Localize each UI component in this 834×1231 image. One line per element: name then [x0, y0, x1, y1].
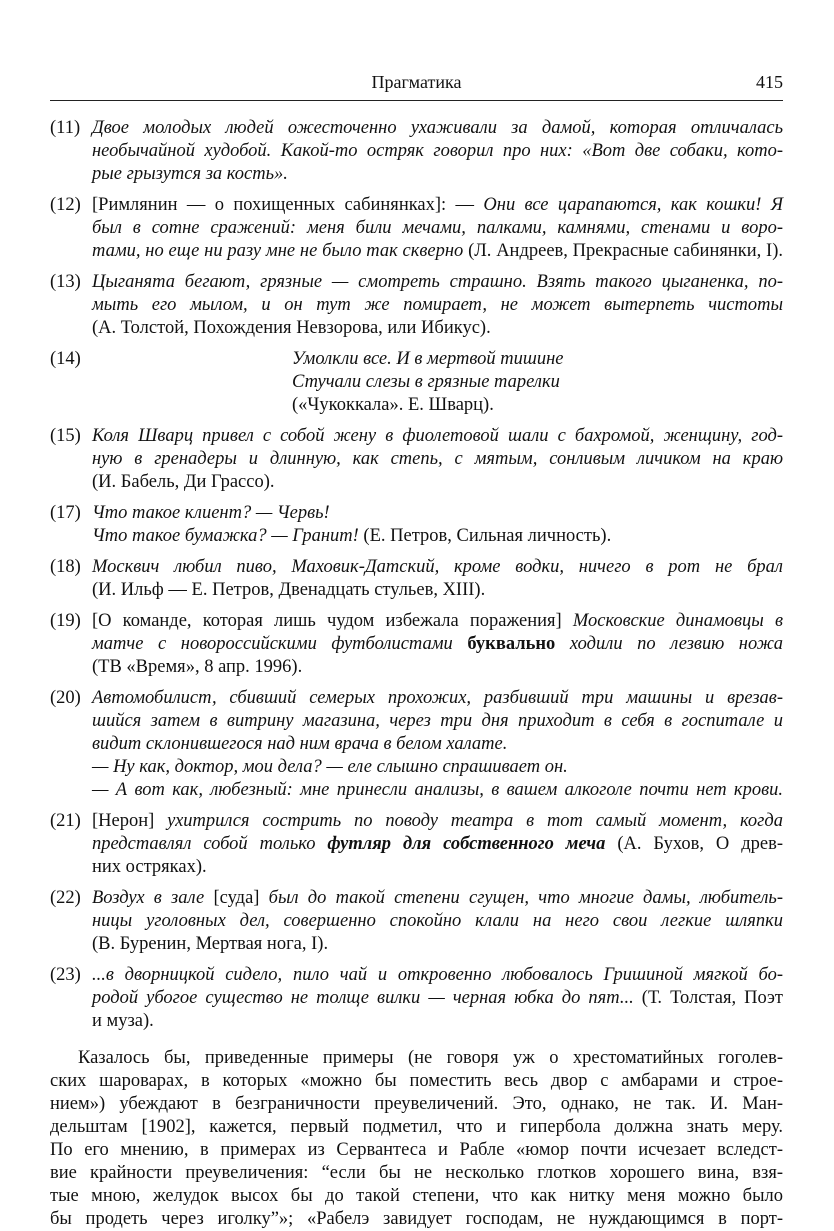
- text-line: [92, 964, 783, 987]
- example-item: [50, 964, 783, 1033]
- text-line: [92, 525, 783, 548]
- example-text: ницы уголовных дел, совершенно спокойно клали на него свои легкие шляпки: [92, 911, 783, 931]
- example-number: (14): [50, 349, 81, 369]
- source-text: и муза).: [92, 1011, 154, 1031]
- example-number: (19): [50, 611, 81, 631]
- source-text: (А. Толстой, Похождения Невзорова, или Ибикус).: [92, 318, 491, 338]
- example-text: Автомобилист, сбивший семерых прохожих, разбивший три машины и врезав-: [92, 688, 783, 708]
- example-item: [50, 610, 783, 679]
- text-line: [92, 987, 783, 1010]
- example-item: [50, 194, 783, 263]
- text-line: бы продеть через иголку”»; «Рабелэ завидует господам, не нуждающимся в порт-: [50, 1209, 783, 1229]
- example-item: [50, 810, 783, 879]
- text-line: [92, 502, 783, 525]
- page-body: [50, 117, 783, 1231]
- text-line: [92, 348, 783, 371]
- example-number: (12): [50, 195, 81, 215]
- example-item: [50, 271, 783, 340]
- example-number: (11): [50, 118, 81, 138]
- text-line: [92, 779, 783, 802]
- example-number: (21): [50, 811, 81, 831]
- example-item: [50, 117, 783, 186]
- source-text: [Нерон]: [92, 811, 168, 831]
- example-text: ходили по лезвию ножа: [555, 634, 783, 654]
- text-line: [92, 240, 783, 263]
- example-text: необычайной худобой. Какой-то остряк говорил про них: «Вот две собаки, кото-: [92, 141, 783, 161]
- example-item: [50, 887, 783, 956]
- example-number: (15): [50, 426, 81, 446]
- example-text: буквально: [467, 634, 556, 654]
- example-item: [50, 348, 783, 417]
- example-text: Умолкли все. И в мертвой тишине: [292, 349, 564, 369]
- example-text: шийся затем в витрину магазина, через три дня приходит в себя в госпитале и: [92, 711, 783, 731]
- source-text: (И. Бабель, Ди Грассо).: [92, 472, 275, 492]
- text-line: [92, 271, 783, 294]
- text-line: [92, 294, 783, 317]
- text-line: [92, 656, 783, 679]
- source-text: (В. Буренин, Мертвая нога, I).: [92, 934, 329, 954]
- example-text: Воздух в зале: [92, 888, 214, 908]
- text-line: [92, 910, 783, 933]
- text-line: Казалось бы, приведенные примеры (не говоря уж о хрестоматийных гоголев-: [78, 1048, 783, 1068]
- text-line: ских шароварах, в которых «можно бы поместить весь двор с амбарами и строе-: [50, 1071, 783, 1091]
- body-paragraph: [50, 1047, 783, 1231]
- text-line: дельштам [1902], кажется, первый подметил, что и гипербола должна знать меру.: [50, 1117, 783, 1137]
- text-line: [92, 633, 783, 656]
- example-text: мыть его мылом, и он тут же помирает, не может вытерпеть чистоты: [92, 295, 783, 315]
- example-text: Москвич любил пиво, Маховик-Датский, кроме водки, ничего в рот не брал: [92, 557, 783, 577]
- example-text: футляр для собственного меча: [327, 834, 606, 854]
- text-line: [92, 710, 783, 733]
- source-text: [Римлянин — о похищенных сабинянках]: —: [92, 195, 484, 215]
- text-line: [92, 887, 783, 910]
- example-text: ухитрился сострить по поводу театра в тот самый момент, когда: [167, 811, 783, 831]
- example-item: [50, 687, 783, 802]
- text-line: [92, 140, 783, 163]
- text-line: [92, 163, 783, 186]
- example-text: представлял собой только: [92, 834, 328, 854]
- example-text: Что такое клиент? — Червь!: [92, 503, 330, 523]
- text-line: [92, 371, 783, 394]
- text-line: [92, 471, 783, 494]
- text-line: [92, 687, 783, 710]
- source-text: [О команде, которая лишь чудом избежала поражения]: [92, 611, 573, 631]
- example-text: Цыганята бегают, грязные — смотреть страшно. Взять такого цыганенка, по-: [92, 272, 783, 292]
- example-item: [50, 425, 783, 494]
- example-item: [50, 556, 783, 602]
- example-text: был до такой степени сгущен, что многие дамы, любитель-: [259, 888, 784, 908]
- text-line: [92, 448, 783, 471]
- source-text: (И. Ильф — Е. Петров, Двенадцать стульев, XIII).: [92, 580, 486, 600]
- example-text: родой убогое существо не толще вилки — черная юбка до пят...: [92, 988, 634, 1008]
- source-text: них остряках).: [92, 857, 207, 877]
- text-line: вие крайности преувеличения: “если бы не несколько глотков хорошего вина, взя-: [50, 1163, 783, 1183]
- text-line: По его мнению, в примерах из Сервантеса и Рабле «юмор почти исчезает вследст-: [50, 1140, 783, 1160]
- example-text: Что такое бумажка? — Гранит!: [92, 526, 359, 546]
- example-text: Стучали слезы в грязные тарелки: [292, 372, 560, 392]
- source-text: («Чукоккала». Е. Шварц).: [292, 395, 494, 415]
- example-text: Коля Шварц привел с собой жену в фиолетовой шали с бахромой, женщину, год-: [92, 426, 783, 446]
- example-text: тами, но еще ни разу мне не было так скверно: [92, 241, 464, 261]
- page-number: 415: [756, 72, 783, 92]
- source-text: [суда]: [213, 888, 260, 908]
- example-number: (23): [50, 965, 81, 985]
- example-number: (13): [50, 272, 81, 292]
- source-text: (Т. Толстая, Поэт: [633, 988, 783, 1008]
- text-line: [92, 317, 783, 340]
- source-text: (Л. Андреев, Прекрасные сабинянки, I).: [463, 241, 783, 261]
- example-text: Двое молодых людей ожесточенно ухаживали за дамой, которая отличалась: [92, 118, 783, 138]
- example-item: [50, 502, 783, 548]
- text-line: [92, 394, 783, 417]
- running-header: [50, 72, 783, 101]
- example-number: (17): [50, 503, 81, 523]
- example-text: — Ну как, доктор, мои дела? — еле слышно спрашивает он.: [92, 757, 568, 777]
- text-line: [92, 733, 783, 756]
- example-text: ...в дворницкой сидело, пило чай и откровенно любовалось Гришиной мягкой бо-: [92, 965, 783, 985]
- example-text: рые грызутся за кость».: [92, 164, 288, 184]
- example-text: — А вот как, любезный: мне принесли анализы, в вашем алкоголе почти нет крови.: [92, 780, 783, 800]
- text-line: [92, 425, 783, 448]
- example-text: был в сотне сражений: меня били мечами, палками, камнями, стенами и воро-: [92, 218, 783, 238]
- text-line: нием») убеждают в безграничности преувеличений. Это, однако, не так. И. Ман-: [50, 1094, 783, 1114]
- source-text: (ТВ «Время», 8 апр. 1996).: [92, 657, 303, 677]
- example-number: (22): [50, 888, 81, 908]
- example-number: (18): [50, 557, 81, 577]
- example-text: матче с новороссийскими футболистами: [92, 634, 468, 654]
- text-line: [92, 556, 783, 579]
- source-text: (Е. Петров, Сильная личность).: [358, 526, 612, 546]
- text-line: [92, 856, 783, 879]
- example-text: видит склонившегося над ним врача в белом халате.: [92, 734, 508, 754]
- example-number: (20): [50, 688, 81, 708]
- example-text: ную в гренадеры и длинную, как степь, с мятым, сонливым личиком на краю: [92, 449, 783, 469]
- text-line: [92, 1010, 783, 1033]
- text-line: тые мною, желудок высох бы до такой степени, что как нитку меня можно было: [50, 1186, 783, 1206]
- text-line: [92, 117, 783, 140]
- text-line: [92, 933, 783, 956]
- text-line: [92, 810, 783, 833]
- running-title: Прагматика: [371, 72, 462, 92]
- text-line: [92, 833, 783, 856]
- source-text: (А. Бухов, О древ-: [605, 834, 784, 854]
- text-line: [92, 194, 783, 217]
- text-line: [92, 579, 783, 602]
- text-line: [92, 756, 783, 779]
- example-text: Московские динамовцы в: [572, 611, 784, 631]
- example-text: Они все царапаются, как кошки! Я: [483, 195, 783, 215]
- text-line: [92, 217, 783, 240]
- text-line: [92, 610, 783, 633]
